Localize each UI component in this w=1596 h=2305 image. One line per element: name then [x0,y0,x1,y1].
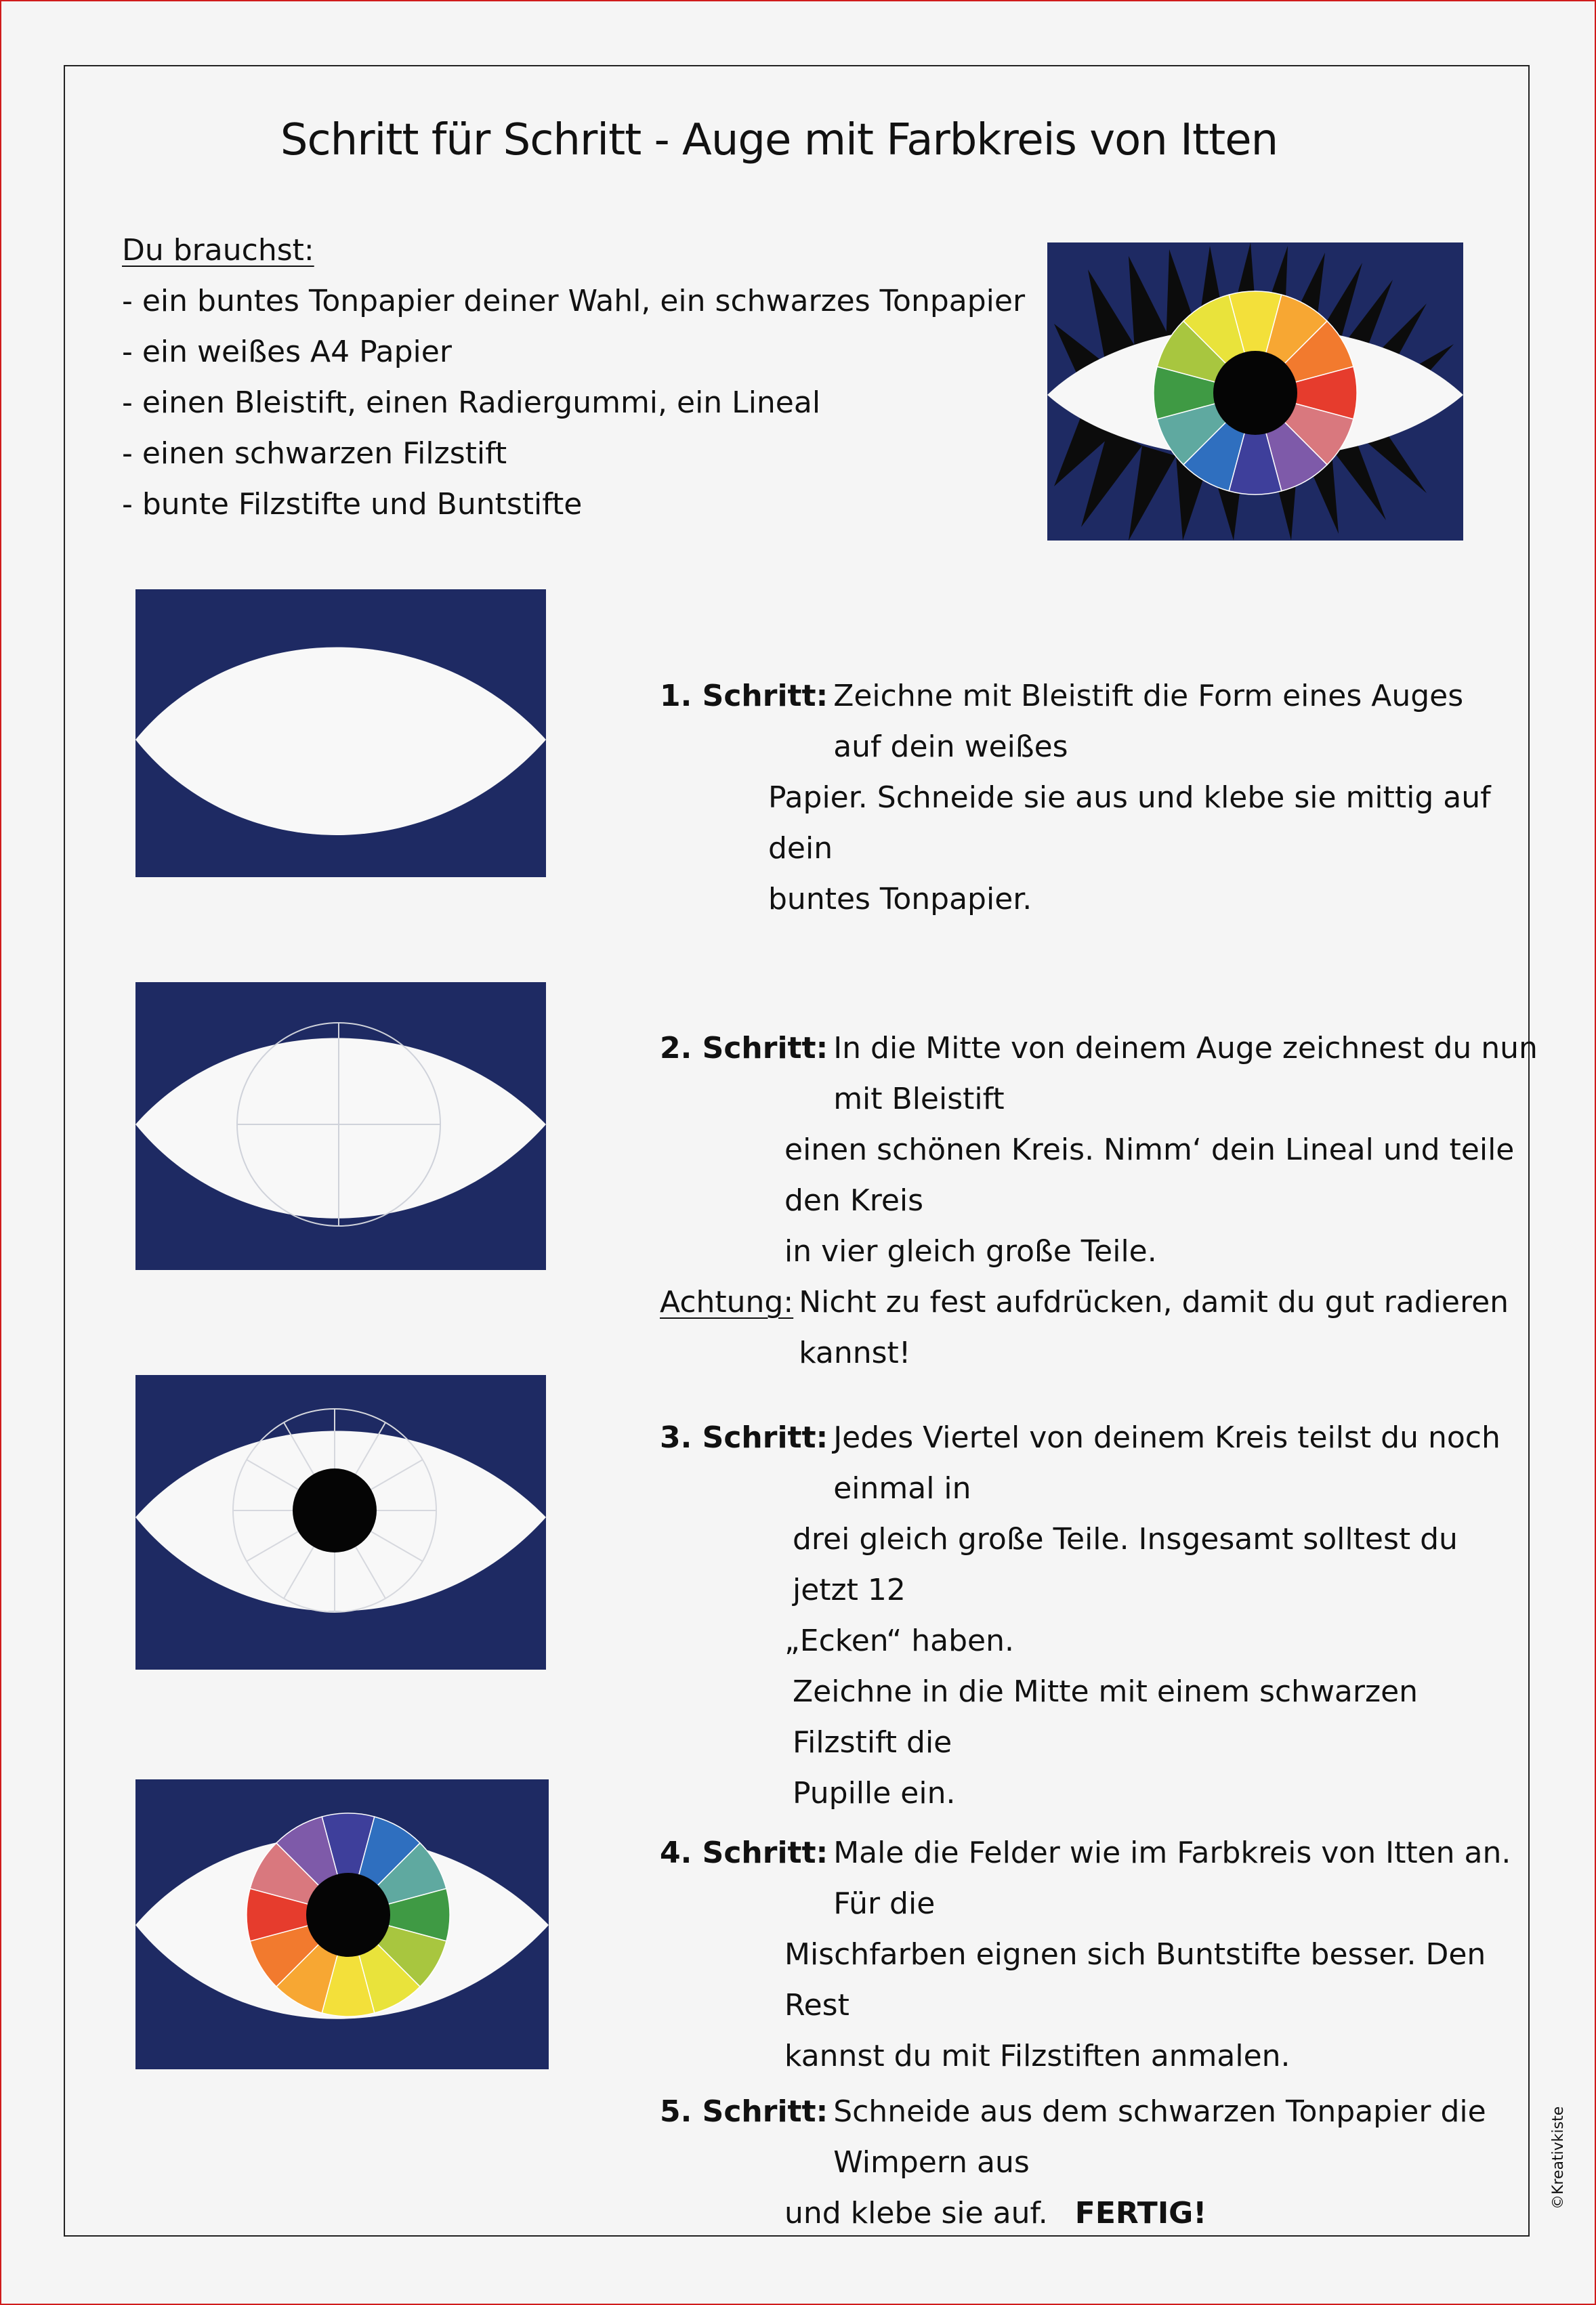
step3-label: 3. Schritt: [660,1420,828,1455]
credit: ©Kreativkiste [1550,2106,1567,2209]
step3-line: Jedes Viertel von deinem Kreis teilst du noch einmal in [833,1420,1500,1506]
page-title: Schritt für Schritt - Auge mit Farbkreis von Itten [280,115,1278,165]
step3-line: Pupille ein. [793,1776,956,1811]
step5-line: und klebe sie auf. [784,2196,1048,2230]
step4-line: Male die Felder wie im Farbkreis von Itten an. Für die [833,1836,1511,1921]
step1-line: buntes Tonpapier. [768,882,1032,916]
step3-photo [135,1375,546,1670]
materials-list [122,225,1025,530]
final-eye-photo [1047,242,1463,541]
step3-line: Zeichne in die Mitte mit einem schwarzen Filzstift die [793,1674,1419,1760]
step3 [660,1412,1513,1819]
step4-line: kannst du mit Filzstiften anmalen. [784,2039,1290,2073]
materials-item: - einen Bleistift, einen Radiergummi, ein Lineal [122,385,821,420]
step2-note-label: Achtung: [660,1285,794,1319]
step3-line: „Ecken“ haben. [784,1624,1014,1658]
step5-label: 5. Schritt: [660,2094,828,2129]
step4-label: 4. Schritt: [660,1836,828,1870]
step4 [660,1827,1513,2081]
step1 [660,671,1507,925]
materials-item: - einen schwarzen Filzstift [122,436,507,471]
step2-photo [135,982,546,1270]
step1-line: Papier. Schneide sie aus und klebe sie mittig auf dein [768,780,1491,866]
step5-line: Schneide aus dem schwarzen Tonpapier die Wimpern aus [833,2094,1486,2180]
step1-photo [135,589,546,877]
step4-line: Mischfarben eignen sich Buntstifte besser. Den Rest [784,1937,1486,2023]
step2-line: In die Mitte von deinem Auge zeichnest du nun mit Bleistift [833,1031,1538,1116]
step1-line: Zeichne mit Bleistift die Form eines Auges auf dein weißes [833,679,1464,764]
materials-item: - ein buntes Tonpapier deiner Wahl, ein schwarzes Tonpapier [122,284,1026,318]
step2-note: Nicht zu fest aufdrücken, damit du gut radieren kannst! [799,1285,1509,1370]
materials-heading: Du brauchst: [122,233,314,268]
step2 [660,1023,1540,1378]
step1-label: 1. Schritt: [660,679,828,713]
step2-label: 2. Schritt: [660,1031,828,1065]
step2-line: in vier gleich große Teile. [784,1234,1157,1269]
materials-item: - ein weißes A4 Papier [122,335,452,369]
step2-line: einen schönen Kreis. Nimm‘ dein Lineal und teile den Kreis [784,1133,1515,1218]
step4-photo [135,1779,549,2069]
materials-item: - bunte Filzstifte und Buntstifte [122,487,583,522]
finished-label: FERTIG! [1074,2196,1207,2230]
step3-line: drei gleich große Teile. Insgesamt solltest du jetzt 12 [793,1522,1458,1607]
step5 [660,2086,1513,2239]
